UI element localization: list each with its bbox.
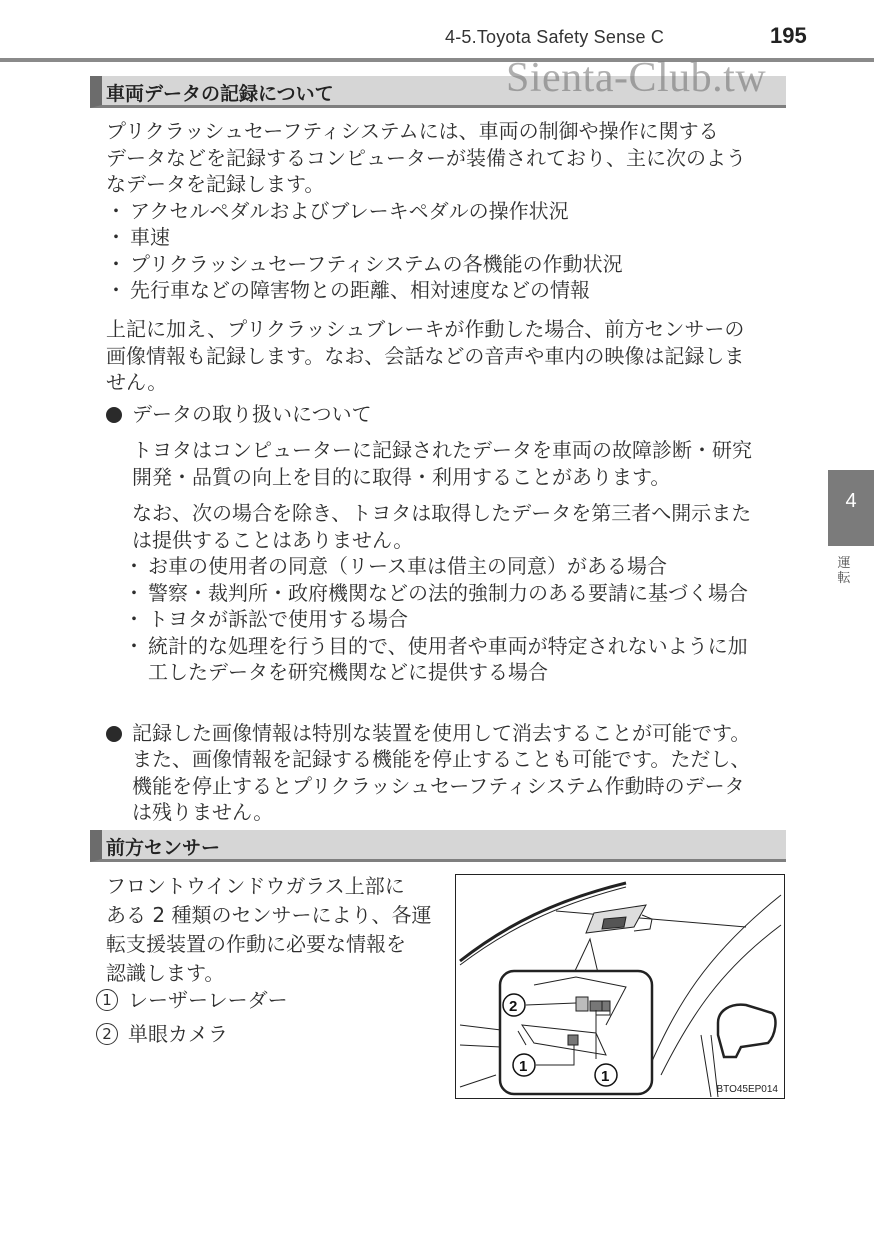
legend-label: 単眼カメラ xyxy=(128,1022,228,1046)
callout-1: 1 xyxy=(519,1058,528,1075)
data-usage-paragraph xyxy=(132,437,796,490)
front-sensor-figure xyxy=(455,874,785,1099)
text-line: 上記に加え、プリクラッシュブレーキが作動した場合、前方センサーの xyxy=(106,317,745,341)
text-line: フロントウインドウガラス上部に xyxy=(106,874,405,898)
text-line: なデータを記録します。 xyxy=(106,172,325,196)
running-head: 4-5.Toyota Safety Sense C xyxy=(445,27,665,47)
text-line: 工したデータを研究機関などに提供する場合 xyxy=(148,660,548,684)
list-item: ・ 警察・裁判所・政府機関などの法的強制力のある要請に基づく場合 xyxy=(124,580,796,607)
text-line: ある 2 種類のセンサーにより、各運 xyxy=(106,903,432,927)
text-line: 転支援装置の作動に必要な情報を xyxy=(106,932,406,956)
watermark: Sienta-Club.tw xyxy=(506,55,767,101)
bullet-data-handling xyxy=(106,401,822,428)
text-line: 画像情報も記録します。なお、会話などの音声や車内の映像は記録しま xyxy=(106,343,745,368)
text-line: プリクラッシュセーフティシステムには、車両の制御や操作に関する xyxy=(106,119,719,143)
legend-item-laser-radar xyxy=(96,987,288,1014)
text-line: また、画像情報を記録する機能を停止することも可能です。ただし、 xyxy=(132,747,751,771)
windshield-sensor-illustration xyxy=(456,875,783,1097)
text-line: なお、次の場合を除き、トヨタは取得したデータを第三者へ開示また xyxy=(132,501,752,525)
list-item: ・ 先行車などの障害物との距離、相対速度などの情報 xyxy=(106,277,796,304)
list-item: ・ お車の使用者の同意（リース車は借主の同意）がある場合 xyxy=(124,553,796,580)
section-heading-front-sensor xyxy=(90,830,786,862)
list-item: ・ 車速 xyxy=(106,224,796,251)
intro-paragraph xyxy=(106,118,796,304)
chapter-tab[interactable] xyxy=(828,470,874,546)
disclosure-paragraph xyxy=(132,500,796,686)
callout-1: 1 xyxy=(601,1068,610,1085)
chapter-number: 4 xyxy=(845,490,857,512)
legend-item-mono-camera xyxy=(96,1021,228,1048)
text-line: 認識します。 xyxy=(106,961,225,985)
list-item: ・ 統計的な処理を行う目的で、使用者や車両が特定されないように加 xyxy=(124,633,796,660)
text-line: は提供することはありません。 xyxy=(132,527,414,552)
chapter-label: 運転 xyxy=(837,556,851,586)
section-title: 車両データの記録について xyxy=(106,83,334,105)
text-line: 記録した画像情報は特別な装置を使用して消去することが可能です。 xyxy=(132,720,751,745)
text-line: データなどを記録するコンピューターが装備されており、主に次のよう xyxy=(106,145,746,170)
text-line: トヨタはコンピューターに記録されたデータを車両の故障診断・研究 xyxy=(132,438,752,462)
text-line: 機能を停止するとプリクラッシュセーフティシステム作動時のデータ xyxy=(132,773,745,798)
bullet-dot-icon xyxy=(106,407,122,423)
callout-number-icon: 1 xyxy=(96,989,118,1011)
bullet-image-erase xyxy=(106,720,822,826)
section-title: 前方センサー xyxy=(106,837,221,859)
figure-code: BTO45EP014 xyxy=(716,1084,778,1095)
callout-number-icon: 2 xyxy=(96,1023,118,1045)
text-line: せん。 xyxy=(106,370,168,394)
page-number: 195 xyxy=(770,23,807,48)
list-item: ・ トヨタが訴訟で使用する場合 xyxy=(124,606,796,633)
legend-label: レーザーレーダー xyxy=(128,988,288,1012)
bullet-heading: データの取り扱いについて xyxy=(132,402,372,426)
bullet-dot-icon xyxy=(106,726,122,742)
sensor-description xyxy=(106,872,446,988)
callout-2: 2 xyxy=(509,998,518,1015)
additional-paragraph xyxy=(106,316,796,396)
list-item: ・ アクセルペダルおよびブレーキペダルの操作状況 xyxy=(106,198,796,225)
text-line: は残りません。 xyxy=(132,800,274,824)
list-item: ・ プリクラッシュセーフティシステムの各機能の作動状況 xyxy=(106,251,796,278)
text-line: 開発・品質の向上を目的に取得・利用することがあります。 xyxy=(132,464,671,489)
